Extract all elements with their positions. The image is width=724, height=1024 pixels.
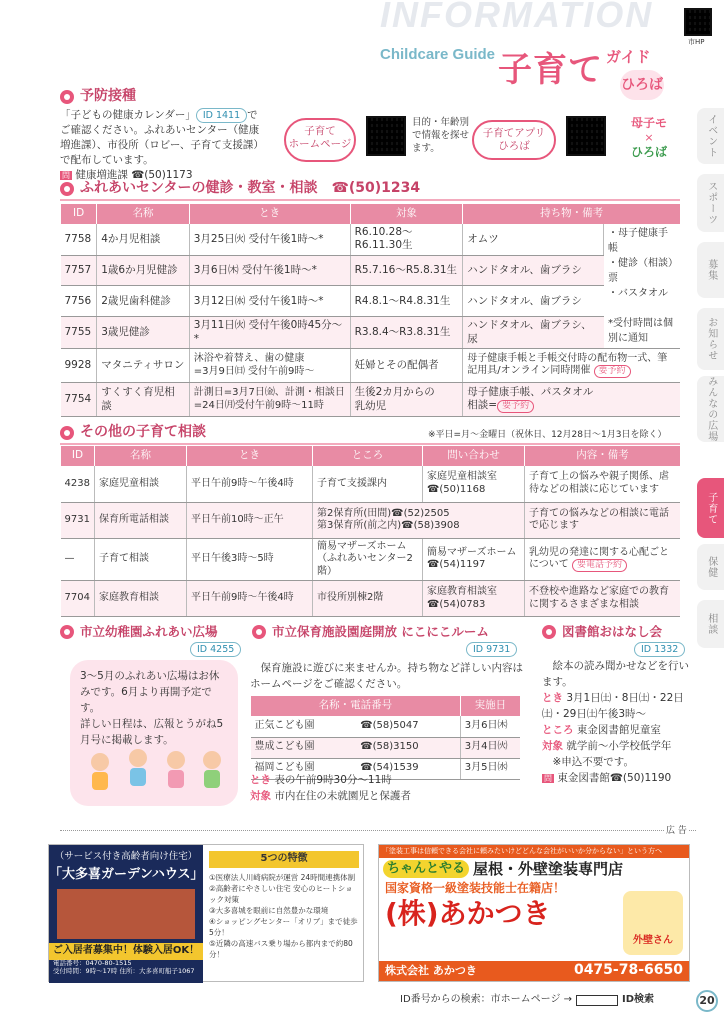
app-qr-icon[interactable]: [566, 116, 606, 156]
cell-note: [524, 538, 680, 581]
contact-mark: 問: [62, 171, 70, 180]
page-title: 子育て: [498, 50, 603, 90]
hp-desc: 目的・年齢別で情報を探せます。: [412, 117, 470, 154]
ad1-feature-title: 5つの特徴: [209, 851, 359, 868]
app-bubble[interactable]: 子育てアプリ ひろば: [472, 120, 556, 160]
cell-id: 7704: [61, 581, 95, 617]
fureai-title: ふれあいセンターの健診・教室・相談: [80, 180, 318, 196]
fureai-side-note: ・母子健康手帳 ・健診（相談）票 ・バスタオル *受付時間は個別に通知: [604, 224, 680, 349]
other-heading: [60, 424, 206, 442]
cell-name: マタニティサロン: [97, 349, 190, 383]
cell-when: 平日午後3時～5時: [186, 538, 312, 581]
tab-label: 保健: [705, 556, 717, 578]
cell-when: 3月6日㈭ 受付午後1時～*: [189, 255, 350, 286]
col-header: 対象: [350, 204, 463, 224]
section-dot-icon: [542, 625, 556, 639]
library-text: 絵本の読み聞かせなどを行います。: [542, 660, 689, 688]
id-badge[interactable]: ID 1332: [634, 642, 685, 657]
cell-name: すくすく育児相談: [97, 383, 190, 417]
ad1-info: [53, 959, 195, 975]
ad2-top: 「塗装工事は信頼できる会社に頼みたいけどどんな会社がいいか分からない」という方へ: [379, 845, 689, 858]
section-dot-icon: [252, 625, 266, 639]
cell-tel: ☎(58)5047: [356, 716, 460, 737]
tab-sports[interactable]: [697, 174, 724, 232]
tab-news[interactable]: [697, 308, 724, 370]
ad1-hours: 受付時間：9時～17時: [53, 967, 118, 975]
cell-when: 平日午前9時～午後4時: [186, 466, 312, 502]
cell-name: 家庭教育相談: [94, 581, 186, 617]
cell-name: 保育所電話相談: [94, 502, 186, 538]
mascot-icon: [623, 891, 683, 955]
kinder-title: 市立幼稚園ふれあい広場: [80, 624, 218, 639]
table-row: [251, 737, 521, 758]
tab-label: 募集: [705, 259, 717, 281]
cell-id: 7758: [61, 224, 97, 255]
col-header: ところ: [312, 446, 422, 466]
vaccination-tel: ☎(50)1173: [131, 169, 193, 181]
library-body: [542, 658, 692, 787]
cell-note: 子育て上の悩みや親子関係、虐待などの相談に応じています: [524, 466, 680, 502]
cell-contact: 簡易マザーズホーム ☎(54)1197: [422, 538, 524, 581]
cell-id: 4238: [61, 466, 95, 502]
cell-id: —: [61, 538, 95, 581]
cell-tel: ☎(54)1539: [356, 758, 460, 779]
contact-mark: 問: [544, 774, 552, 783]
cell-when: 3月25日㈫ 受付午後1時～*: [189, 224, 350, 255]
section-dot-icon: [60, 426, 74, 440]
col-header: 問い合わせ: [422, 446, 524, 466]
kinder-box: [70, 660, 238, 806]
cell-where: 子育て支援課内: [312, 466, 422, 502]
id-search-button[interactable]: ID検索: [622, 994, 655, 1005]
cell-contact: 家庭教育相談室 ☎(54)0783: [422, 581, 524, 617]
ad1-feature: ③大多喜城を眼前に自然豊かな環境: [209, 905, 329, 915]
section-dot-icon: [60, 90, 74, 104]
ad2-tel: 0475-78-6650: [573, 962, 683, 979]
cell-date: 3月6日㈭: [460, 716, 520, 737]
cell-id: 7754: [61, 383, 97, 417]
ad1-addr: 住所：大多喜町船子1067: [119, 967, 195, 975]
cell-when: 3月11日㈫ 受付午後0時45分～*: [189, 317, 350, 349]
cell-name: 福岡こども園: [251, 758, 357, 779]
ad2-catch1: ちゃんとやる: [383, 860, 469, 878]
ad2-mascot: 外壁さん: [633, 935, 673, 946]
ad1-feature: ④ショッピングセンター「オリブ」まで徒歩5分！: [209, 916, 358, 937]
cell-name: 1歳6か月児健診: [97, 255, 190, 286]
nursery-details: [250, 772, 411, 804]
id-search-footer: [400, 994, 654, 1007]
where-label: ところ: [542, 724, 574, 736]
when-label: とき: [250, 774, 271, 786]
header-subtitle: Childcare Guide: [380, 46, 496, 63]
nursery-text: 保育施設に遊びに来ませんか。持ち物など詳しい内容はホームページをご確認ください。: [250, 662, 523, 690]
nursery-target: 市内在住の未就園児と保護者: [274, 790, 411, 802]
childcare-hp-qr-icon[interactable]: [366, 116, 406, 156]
cell-date: 3月4日㈫: [460, 737, 520, 758]
cell-target: R3.8.4～R3.8.31生: [350, 317, 463, 349]
tab-recruit[interactable]: [697, 242, 724, 298]
app-logo-hiroba: ひろば: [630, 144, 667, 159]
tab-label: 相談: [705, 613, 717, 635]
qr-label: 市HP: [688, 38, 705, 46]
reservation-badge: 要予約: [497, 400, 534, 413]
building-image-icon: [57, 889, 195, 939]
fureai-table: [60, 204, 680, 417]
id-search-field[interactable]: [576, 995, 618, 1006]
col-header: 名称: [94, 446, 186, 466]
table-row: [61, 502, 681, 538]
ad-gardenhouse[interactable]: [48, 844, 364, 982]
header-watermark: INFORMATION: [380, 0, 654, 35]
city-hp-qr-icon[interactable]: [684, 8, 712, 36]
cell-where: 第2保育所(田間)☎(52)2505 第3保育所(前之内)☎(58)3908: [312, 502, 524, 538]
target-label: 対象: [542, 740, 563, 752]
table-row: [61, 538, 681, 581]
library-heading: [542, 624, 662, 640]
cell-target: R4.8.1～R4.8.31生: [350, 286, 463, 317]
ad-akatsuki[interactable]: [378, 844, 690, 982]
ad1-tel: 電話番号：0470-80-1515: [53, 959, 132, 967]
col-header: とき: [186, 446, 312, 466]
ad1-sub: （サービス付き高齢者向け住宅）: [54, 851, 198, 862]
ad-divider: [60, 830, 696, 831]
id-badge[interactable]: ID 9731: [466, 642, 517, 657]
col-header: ID: [61, 446, 95, 466]
tab-childcare[interactable]: [697, 478, 724, 538]
ad2-brand: 株式会社 あかつき: [385, 964, 477, 978]
cell-id: 9928: [61, 349, 97, 383]
vaccination-heading: [60, 88, 136, 106]
cell-id: 7755: [61, 317, 97, 349]
ad1-banner: ご入居者募集中！体験入居OK！: [49, 943, 203, 960]
ad1-feature: ⑤近隣の高速バス乗り場から都内まで約80分！: [209, 938, 353, 959]
col-header: 名称・電話番号: [251, 696, 461, 716]
cell-items-text: 母子健康手帳と手帳交付時の配布物一式、筆記用具/オンライン同時開催: [467, 352, 668, 377]
footer-search-text: ID番号からの検索：市ホームページ →: [400, 994, 573, 1005]
vaccination-text: [60, 108, 268, 183]
childcare-hp-bubble[interactable]: 子育て ホームページ: [284, 118, 356, 162]
cell-note-text: 乳幼児の発達に関する心配ごとについて: [528, 546, 669, 570]
ad2-license: 国家資格一級塗装技能士在籍店！: [385, 880, 566, 895]
col-header: 名称: [97, 204, 190, 224]
cell-note: 子育ての悩みなどの相談に電話で応じます: [524, 502, 680, 538]
tab-health[interactable]: [697, 544, 724, 590]
vaccination-contact: 健康増進課: [75, 169, 128, 181]
when-label: とき: [542, 692, 563, 704]
library-when: 3月1日㈯・8日㈯・22日㈯・29日㈯午後3時～: [542, 692, 684, 720]
tab-label: みんなの広場: [705, 376, 717, 442]
cell-when: 計測日=3月7日㈮、計測・相談日 =24日㈪受付午前9時～11時: [189, 383, 350, 417]
fureai-tel: ☎(50)1234: [331, 180, 421, 196]
section-dot-icon: [60, 182, 74, 196]
table-row: [61, 383, 681, 417]
nursery-heading: [252, 624, 489, 640]
cell-target: R6.10.28～R6.11.30生: [350, 224, 463, 255]
cell-contact: 家庭児童相談室 ☎(50)1168: [422, 466, 524, 502]
cell-target: R5.7.16～R5.8.31生: [350, 255, 463, 286]
col-header: 内容・備考: [524, 446, 680, 466]
cell-id: 7757: [61, 255, 97, 286]
cell-when: 平日午前10時～正午: [186, 502, 312, 538]
cross-icon: ×: [644, 131, 654, 144]
ad1-feature: ②高齢者にやさしい住宅 安心のヒートショック対策: [209, 883, 353, 904]
tab-plaza[interactable]: [697, 376, 724, 442]
table-row: [61, 581, 681, 617]
nursery-title: 市立保育施設園庭開放 にこにこルーム: [272, 624, 489, 639]
table-row: [61, 466, 681, 502]
app-logo-boshimo: 母子モ: [630, 116, 667, 130]
id-badge[interactable]: ID 1411: [196, 108, 247, 123]
ad2-company: (株)あかつき: [385, 896, 551, 930]
ad2-footer: [379, 961, 689, 981]
table-row: [61, 286, 681, 317]
divider: [60, 199, 680, 201]
page-title-guide: ガイド: [606, 48, 651, 66]
cell-items: [463, 383, 680, 417]
cell-name: 子育て相談: [94, 538, 186, 581]
col-header: ID: [61, 204, 97, 224]
table-row: [251, 716, 521, 737]
ad-label: 広 告: [666, 826, 687, 836]
tab-label: お知らせ: [705, 317, 717, 361]
table-row: [61, 255, 681, 286]
divider: [60, 443, 680, 445]
cell-name: 家庭児童相談: [94, 466, 186, 502]
kinder-heading: [60, 624, 218, 640]
other-table: [60, 446, 680, 617]
nursery-when: 表の午前9時30分～11時: [274, 774, 392, 786]
target-label: 対象: [250, 790, 271, 802]
cell-target: 妊婦とその配偶者: [350, 349, 463, 383]
col-header: とき: [189, 204, 350, 224]
tab-event[interactable]: [697, 108, 724, 164]
kinder-text: 3～5月のふれあい広場はお休みです。6月より再開予定です。 詳しい日程は、広報とうがね5月号に掲載します。: [80, 670, 224, 746]
tab-label: 子育て: [705, 491, 717, 525]
cell-where: 市役所別棟2階: [312, 581, 422, 617]
phone-reservation-badge: 要電話予約: [572, 559, 627, 572]
ad1-name: 「大多喜ガーデンハウス」: [49, 866, 204, 882]
col-header: 持ち物・備考: [463, 204, 680, 224]
cell-id: 9731: [61, 502, 95, 538]
app-logos: [614, 116, 684, 160]
cell-target: 生後2カ月からの 乳幼児: [350, 383, 463, 417]
cell-when: 平日午前9時～午後4時: [186, 581, 312, 617]
cell-items: [463, 349, 680, 383]
ad1-left: [49, 845, 203, 983]
vaccination-title: 予防接種: [80, 88, 136, 104]
page-title-hiroba: ひろば: [620, 70, 664, 100]
table-row: [61, 349, 681, 383]
vaccination-text1: 「子どもの健康カレンダー」: [60, 109, 196, 121]
cell-name: 豊成こども園: [251, 737, 357, 758]
cell-name: 3歳児健診: [97, 317, 190, 349]
vaccination-text2: でご確認ください。ふれあいセンター（健康増進課）、市役所（ロビー、子育て支援課）で配布しています。: [60, 109, 264, 166]
library-where: 東金図書館児童室: [576, 724, 661, 736]
cell-items: ハンドタオル、歯ブラシ: [463, 286, 604, 317]
library-title: 図書館おはなし会: [562, 624, 663, 639]
fureai-heading: [60, 180, 420, 198]
tab-label: スポーツ: [705, 181, 717, 225]
library-note: ※申込不要です。: [552, 756, 634, 768]
library-target: 就学前～小学校低学年: [566, 740, 672, 752]
ad1-features: [209, 851, 359, 960]
nursery-table: [250, 696, 520, 780]
cell-when: 沐浴や着替え、歯の健康 =3月9日㈰ 受付午前9時～: [189, 349, 350, 383]
cell-name: 4か月児相談: [97, 224, 190, 255]
children-illustration-icon: [80, 748, 230, 798]
weekday-note: ※平日=月～金曜日（祝休日、12月28日～1月3日を除く）: [428, 430, 667, 440]
tab-label: イベント: [705, 114, 717, 158]
cell-when: 3月12日㈬ 受付午後1時～*: [189, 286, 350, 317]
page-number: 20: [696, 990, 718, 1012]
cell-id: 7756: [61, 286, 97, 317]
reservation-badge: 要予約: [594, 365, 631, 378]
section-dot-icon: [60, 625, 74, 639]
id-badge[interactable]: ID 4255: [190, 642, 241, 657]
other-title: その他の子育て相談: [80, 424, 206, 440]
cell-items: オムツ: [463, 224, 604, 255]
cell-name: 2歳児歯科健診: [97, 286, 190, 317]
cell-tel: ☎(58)3150: [356, 737, 460, 758]
cell-items-text: 母子健康手帳、パスタオル 相談=: [467, 385, 594, 412]
cell-name: 正気こども園: [251, 716, 357, 737]
cell-note: 不登校や進路など家庭での教育に関するさまざまな相談: [524, 581, 680, 617]
tab-consult[interactable]: [697, 600, 724, 648]
cell-date: 3月5日㈬: [460, 758, 520, 779]
ad1-feature: ①医療法人川崎病院が運営 24時間連携体制: [209, 872, 356, 882]
col-header: 実施日: [460, 696, 520, 716]
cell-items: ハンドタオル、歯ブラシ: [463, 255, 604, 286]
table-row: [61, 317, 681, 349]
cell-items: ハンドタオル、歯ブラシ、尿: [463, 317, 604, 349]
library-contact: 東金図書館☎(50)1190: [557, 772, 672, 784]
table-row: [61, 224, 681, 255]
ad2-catch2: 屋根・外壁塗装専門店: [473, 859, 624, 878]
cell-where: 簡易マザーズホーム （ふれあいセンター2階）: [312, 538, 422, 581]
